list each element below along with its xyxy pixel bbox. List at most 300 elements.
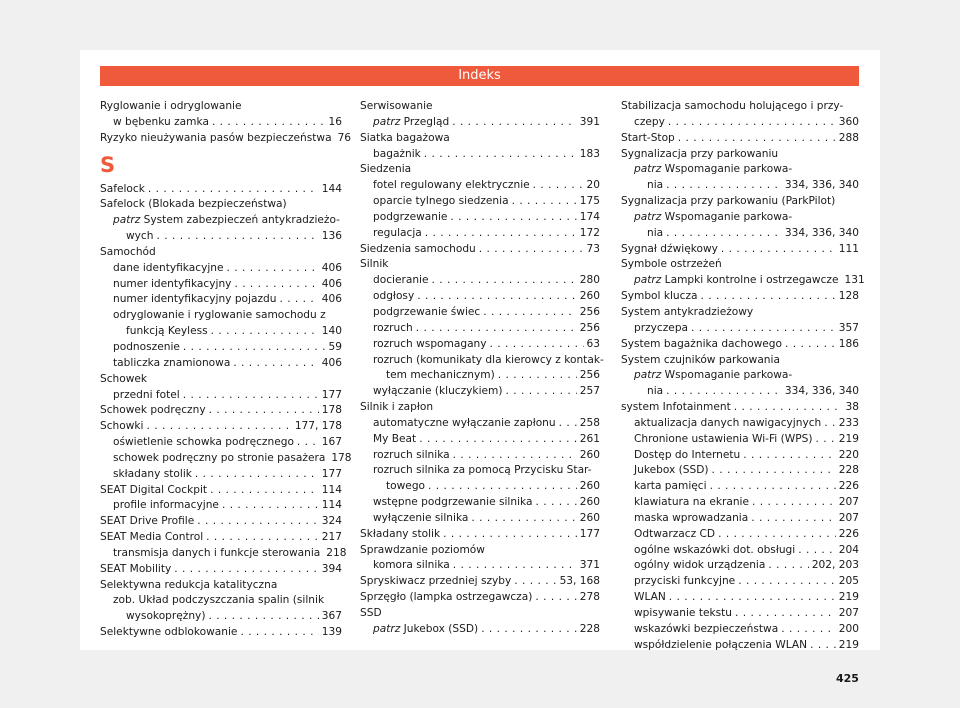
dot-leader: [450, 210, 576, 226]
entry-text: System czujników parkowania: [621, 353, 780, 366]
entry-term: [373, 354, 604, 366]
entry-term: [634, 115, 665, 131]
entry-term: [113, 261, 224, 277]
dot-leader: [666, 226, 782, 242]
index-entry: [360, 147, 600, 163]
entry-page-ref: 406: [321, 356, 342, 369]
entry-page-ref: 334, 336, 340: [784, 179, 859, 192]
entry-term: [100, 419, 144, 435]
index-entry: [360, 448, 600, 464]
dot-leader: [417, 289, 577, 305]
index-entry: [360, 337, 600, 353]
index-entry: [360, 416, 600, 432]
dot-leader: [156, 229, 318, 245]
entry-text: ogólny widok urządzenia: [634, 559, 766, 572]
dot-leader: [781, 622, 836, 638]
entry-text: Chronione ustawienia Wi-Fi (WPS): [634, 432, 813, 445]
index-entry: [621, 305, 859, 321]
entry-page-ref: 324: [321, 515, 342, 528]
entry-term: [113, 277, 231, 293]
index-entry: [100, 451, 352, 467]
dot-leader: [209, 403, 319, 419]
index-entry: [621, 226, 859, 242]
entry-term: [113, 546, 320, 562]
entry-text: funkcją Keyless: [126, 325, 208, 338]
index-entry: [621, 558, 859, 574]
index-entry: [100, 435, 342, 451]
entry-page-ref: 260: [579, 511, 600, 524]
index-entry: [621, 368, 859, 384]
dot-leader: [416, 321, 577, 337]
entry-term: [360, 527, 440, 543]
index-entry: [100, 388, 342, 404]
entry-term: [621, 242, 718, 258]
entry-text: Spryskiwacz przedniej szyby: [360, 575, 512, 588]
entry-term: [360, 607, 382, 619]
entry-text: rozruch silnika za pomocą Przycisku Star-: [373, 464, 592, 477]
entry-page-ref: 260: [579, 448, 600, 461]
entry-text: fotel regulowany elektrycznie: [373, 179, 530, 192]
index-entry: [360, 99, 600, 115]
entry-page-ref: 128: [838, 290, 859, 303]
entry-text: nia: [647, 179, 664, 192]
entry-page-ref: 334, 336, 340: [784, 385, 859, 398]
entry-text: wych: [126, 230, 154, 243]
entry-term: [634, 558, 765, 574]
entry-term: [373, 226, 422, 242]
entry-page-ref: 220: [838, 448, 859, 461]
entry-term: [634, 479, 707, 495]
entry-text: Silnik i zapłon: [360, 401, 434, 414]
entry-term: [373, 321, 413, 337]
dot-leader: [233, 356, 318, 372]
see-reference: patrz: [634, 163, 662, 176]
entry-term: [360, 100, 433, 112]
entry-page-ref: 334, 336, 340: [784, 226, 859, 239]
index-entry: [360, 511, 600, 527]
index-entry: [100, 562, 342, 578]
entry-text: Ryglowanie i odryglowanie: [100, 100, 242, 112]
entry-page-ref: 144: [321, 182, 342, 195]
entry-term: [113, 356, 230, 372]
entry-text: Sprawdzanie poziomów: [360, 543, 485, 556]
entry-term: [360, 163, 411, 175]
entry-text: tabliczka znamionowa: [113, 356, 231, 369]
entry-term: [621, 400, 731, 416]
dot-leader: [735, 606, 836, 622]
entry-term: [386, 479, 425, 495]
entry-text: Sygnał dźwiękowy: [621, 242, 718, 255]
dot-leader: [471, 511, 576, 527]
entry-text: Sygnalizacja przy parkowaniu (ParkPilot): [621, 195, 836, 208]
entry-page-ref: 219: [838, 591, 859, 604]
entry-text: podgrzewanie: [373, 210, 448, 223]
entry-term: [100, 182, 145, 198]
index-entry: [621, 115, 859, 131]
entry-page-ref: 228: [579, 622, 600, 635]
entry-page-ref: 139: [321, 626, 342, 639]
entry-text: Stabilizacja samochodu holującego i przy-: [621, 100, 844, 112]
entry-text: System antykradzieżowy: [621, 305, 754, 318]
entry-term: [634, 495, 749, 511]
dot-leader: [195, 467, 319, 483]
index-entry: [621, 384, 859, 400]
dot-leader: [234, 277, 318, 293]
entry-text: czepy: [634, 115, 665, 128]
entry-term: [126, 609, 205, 625]
entry-text: Start-Stop: [621, 131, 675, 144]
entry-page-ref: 219: [838, 432, 859, 445]
index-entry: [100, 308, 342, 324]
entry-page-ref: 114: [321, 499, 342, 512]
entry-term: [113, 309, 326, 321]
index-entry: [360, 479, 600, 495]
dot-leader: [183, 340, 326, 356]
entry-page-ref: 406: [321, 277, 342, 290]
dot-leader: [210, 483, 319, 499]
entry-term: [373, 210, 447, 226]
dot-leader: [559, 416, 577, 432]
entry-page-ref: 257: [579, 385, 600, 398]
page-number: 425: [836, 672, 859, 685]
entry-text: wstępne podgrzewanie silnika: [373, 496, 533, 509]
dot-leader: [498, 368, 577, 384]
entry-text: system Infotainment: [621, 401, 731, 414]
index-entry: [621, 448, 859, 464]
entry-term: [373, 416, 556, 432]
entry-text: współdzielenie połączenia WLAN: [634, 638, 808, 651]
entry-text: nia: [647, 385, 664, 398]
entry-page-ref: 16: [328, 115, 342, 128]
index-column-1: [100, 99, 352, 641]
page-header: Indeks: [100, 66, 859, 86]
index-entry: [100, 467, 342, 483]
entry-page-ref: 172: [579, 226, 600, 239]
entry-text: wyłączanie (kluczykiem): [373, 385, 503, 398]
entry-term: [634, 527, 715, 543]
entry-text: Przegląd: [403, 115, 450, 128]
entry-page-ref: 394: [321, 562, 342, 575]
entry-term: [621, 100, 843, 112]
entry-text: Safelock: [100, 182, 145, 195]
entry-term: [113, 451, 325, 467]
entry-page-ref: 167: [321, 436, 342, 449]
entry-text: Sprzęgło (lampka ostrzegawcza): [360, 591, 533, 604]
entry-page-ref: 360: [838, 115, 859, 128]
dot-leader: [824, 416, 836, 432]
entry-term: [100, 530, 203, 546]
entry-page-ref: 218: [326, 546, 347, 559]
entry-text: dane identyfikacyjne: [113, 261, 224, 274]
index-entry: [100, 593, 342, 609]
entry-text: przedni fotel: [113, 388, 180, 401]
entry-page-ref: 177, 178: [294, 420, 342, 433]
entry-text: SEAT Mobility: [100, 562, 172, 575]
entry-term: [634, 622, 778, 638]
index-entry: [100, 261, 342, 277]
entry-page-ref: 260: [579, 496, 600, 509]
index-entry: [360, 527, 600, 543]
entry-text: Sygnalizacja przy parkowaniu: [621, 147, 779, 160]
entry-page-ref: 63: [586, 337, 600, 350]
dot-leader: [279, 292, 318, 308]
dot-leader: [535, 590, 576, 606]
entry-text: składany stolik: [113, 467, 192, 480]
entry-page-ref: 406: [321, 261, 342, 274]
index-entry: [360, 226, 600, 242]
entry-term: [373, 432, 416, 448]
entry-text: Siatka bagażowa: [360, 131, 450, 144]
entry-text: SSD: [360, 607, 382, 619]
entry-term: [100, 579, 277, 591]
index-entry: [100, 372, 342, 388]
index-entry: [360, 257, 600, 273]
dot-leader: [666, 384, 782, 400]
index-entry: [621, 527, 859, 543]
entry-page-ref: 207: [838, 496, 859, 509]
entry-text: Składany stolik: [360, 527, 441, 540]
entry-text: ogólne wskazówki dot. obsługi: [634, 543, 796, 556]
entry-text: wpisywanie tekstu: [634, 607, 733, 619]
entry-term: [621, 306, 753, 318]
entry-page-ref: 256: [579, 369, 600, 382]
dot-leader: [810, 638, 836, 654]
index-entry: [360, 368, 600, 384]
entry-text: rozruch silnika: [373, 448, 450, 461]
entry-term: [100, 198, 287, 210]
entry-text: towego: [386, 480, 426, 493]
entry-term: [373, 289, 414, 305]
dot-leader: [212, 115, 326, 131]
dot-leader: [721, 242, 836, 258]
dot-leader: [505, 384, 576, 400]
dot-leader: [734, 400, 843, 416]
index-entry: [100, 498, 342, 514]
index-entry: [360, 115, 600, 131]
entry-term: [113, 388, 180, 404]
entry-page-ref: 219: [838, 638, 859, 651]
entry-text: tem mechanicznym): [386, 369, 495, 382]
entry-term: [634, 590, 666, 606]
index-entry: [100, 99, 342, 115]
entry-text: Ryzyko nieużywania pasów bezpieczeństwa: [100, 131, 332, 144]
entry-term: [360, 401, 433, 413]
entry-text: numer identyfikacyjny: [113, 277, 232, 290]
index-entry: [621, 622, 859, 638]
entry-page-ref: 204: [838, 543, 859, 556]
entry-page-ref: 131: [844, 274, 865, 287]
entry-page-ref: 258: [579, 416, 600, 429]
entry-term: [100, 373, 147, 385]
entry-term: [373, 464, 592, 476]
entry-text: Siedzenia: [360, 163, 412, 176]
entry-text: Selektywne odblokowanie: [100, 626, 238, 639]
entry-text: docieranie: [373, 274, 429, 287]
entry-term: [634, 638, 807, 654]
dot-leader: [148, 182, 319, 198]
index-entry: [100, 340, 342, 356]
entry-text: maska wprowadzania: [634, 511, 749, 524]
index-entry: [621, 353, 859, 369]
index-entry: [100, 197, 342, 213]
dot-leader: [785, 337, 836, 353]
index-entry: [621, 321, 859, 337]
entry-term: [634, 369, 792, 381]
entry-text: rozruch (komunikaty dla kierowcy z kontak-: [373, 353, 604, 366]
index-entry: [621, 242, 859, 258]
index-entry: [360, 400, 600, 416]
entry-text: rozruch: [373, 321, 413, 334]
index-entry: [621, 162, 859, 178]
index-entry: [100, 356, 342, 372]
entry-text: podgrzewanie świec: [373, 305, 481, 318]
entry-text: Odtwarzacz CD: [634, 527, 716, 540]
entry-term: [373, 273, 429, 289]
dot-leader: [512, 194, 577, 210]
entry-text: przyczepa: [634, 321, 689, 334]
index-entry: [100, 115, 342, 131]
entry-term: [634, 273, 839, 289]
dot-leader: [206, 530, 319, 546]
entry-term: [386, 368, 495, 384]
entry-term: [360, 242, 476, 258]
see-reference: patrz: [373, 115, 401, 128]
dot-leader: [798, 543, 836, 559]
dot-leader: [227, 261, 319, 277]
index-entry: [360, 543, 600, 559]
entry-page-ref: 136: [321, 230, 342, 243]
index-entry: [100, 277, 342, 293]
index-entry: [360, 321, 600, 337]
dot-leader: [815, 432, 835, 448]
index-entry: [621, 178, 859, 194]
entry-text: schowek podręczny po stronie pasażera: [113, 451, 326, 464]
entry-page-ref: 175: [579, 195, 600, 208]
entry-text: w bębenku zamka: [113, 115, 209, 128]
entry-page-ref: 260: [579, 290, 600, 303]
entry-page-ref: 186: [838, 337, 859, 350]
index-entry: [621, 257, 859, 273]
dot-leader: [483, 305, 577, 321]
entry-page-ref: 371: [579, 559, 600, 572]
index-entry: [621, 99, 859, 115]
index-entry: [621, 463, 859, 479]
entry-term: [360, 590, 532, 606]
entry-term: [621, 195, 835, 207]
dot-leader: [208, 609, 318, 625]
dot-leader: [768, 558, 808, 574]
dot-leader: [240, 625, 318, 641]
entry-page-ref: 73: [586, 242, 600, 255]
index-entry: [360, 574, 600, 590]
entry-text: automatyczne wyłączanie zapłonu: [373, 416, 556, 429]
index-entry: [360, 305, 600, 321]
entry-text: Jukebox (SSD): [634, 464, 709, 477]
entry-term: [634, 211, 792, 223]
entry-page-ref: 140: [321, 325, 342, 338]
entry-term: [100, 246, 156, 258]
entry-text: SEAT Media Control: [100, 531, 204, 544]
dot-leader: [751, 511, 836, 527]
entry-page-ref: 217: [321, 531, 342, 544]
dot-leader: [432, 273, 577, 289]
dot-leader: [710, 479, 836, 495]
entry-term: [113, 292, 276, 308]
index-entry: [360, 273, 600, 289]
entry-term: [113, 498, 219, 514]
index-entry: [621, 147, 859, 163]
entry-term: [634, 448, 740, 464]
entry-text: zob. Układ podczyszczania spalin (silnik: [113, 594, 325, 607]
section-letter: S: [100, 152, 116, 177]
entry-page-ref: 256: [579, 305, 600, 318]
dot-leader: [669, 590, 836, 606]
entry-text: przyciski funkcyjne: [634, 575, 736, 588]
index-entry: [360, 495, 600, 511]
entry-page-ref: 200: [838, 622, 859, 635]
dot-leader: [453, 558, 577, 574]
entry-term: [634, 432, 812, 448]
see-reference: patrz: [634, 274, 662, 287]
dot-leader: [479, 242, 584, 258]
dot-leader: [425, 226, 577, 242]
index-entry: [100, 182, 342, 198]
entry-term: [100, 483, 207, 499]
entry-term: [647, 178, 663, 194]
index-entry: [100, 292, 342, 308]
index-entry: [100, 483, 342, 499]
entry-term: [621, 258, 722, 270]
index-entry: [360, 131, 600, 147]
entry-term: [113, 214, 340, 226]
index-entry: [621, 543, 859, 559]
dot-leader: [678, 131, 836, 147]
entry-term: [373, 305, 480, 321]
dot-leader: [666, 178, 782, 194]
dot-leader: [419, 432, 577, 448]
index-entry: [100, 514, 342, 530]
entry-term: [373, 511, 468, 527]
entry-text: komora silnika: [373, 559, 450, 572]
index-entry: [100, 213, 342, 229]
see-reference: patrz: [634, 210, 662, 223]
entry-term: [621, 337, 782, 353]
entry-text: transmisja danych i funkcje sterowania: [113, 546, 321, 559]
entry-term: [373, 178, 530, 194]
entry-text: SEAT Digital Cockpit: [100, 483, 208, 496]
entry-term: [113, 467, 192, 483]
entry-text: Schowek podręczny: [100, 404, 206, 417]
entry-text: Symbole ostrzeżeń: [621, 258, 722, 271]
entry-term: [113, 340, 180, 356]
index-entry: [621, 337, 859, 353]
dot-leader: [174, 562, 318, 578]
entry-term: [621, 289, 698, 305]
index-entry: [100, 530, 342, 546]
entry-page-ref: 406: [321, 293, 342, 306]
entry-text: Wspomaganie parkowa-: [664, 369, 793, 382]
see-reference: patrz: [634, 369, 662, 382]
dot-leader: [452, 115, 577, 131]
entry-term: [100, 514, 194, 530]
entry-text: oparcie tylnego siedzenia: [373, 195, 509, 208]
entry-text: Selektywna redukcja katalityczna: [100, 578, 278, 591]
entry-text: Lampki kontrolne i ostrzegawcze: [664, 274, 839, 287]
entry-term: [373, 194, 509, 210]
entry-page-ref: 205: [838, 575, 859, 588]
entry-text: My Beat: [373, 432, 417, 445]
index-entry: [621, 479, 859, 495]
